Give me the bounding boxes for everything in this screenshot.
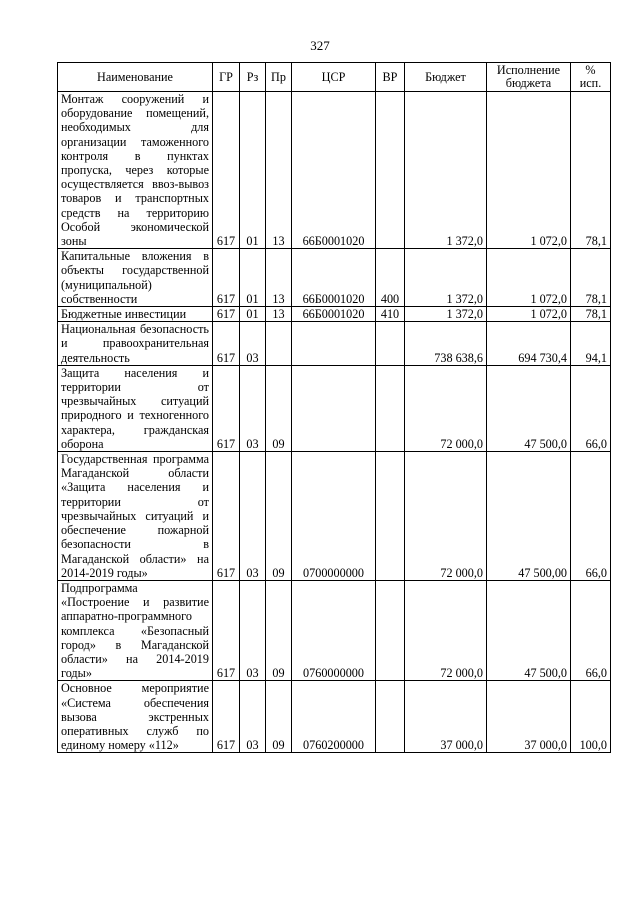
row-percent: 78,1 xyxy=(571,92,611,249)
row-name: Национальная безопасность и правоохранительная деятельность xyxy=(58,322,213,366)
row-vr xyxy=(376,92,405,249)
row-execution: 47 500,00 xyxy=(487,452,571,581)
row-gr: 617 xyxy=(213,322,240,366)
table-row xyxy=(58,452,611,581)
row-rz: 03 xyxy=(240,365,266,451)
row-percent: 78,1 xyxy=(571,249,611,307)
row-csr: 66Б0001020 xyxy=(292,307,376,322)
row-execution: 47 500,0 xyxy=(487,365,571,451)
header-pr: Пр xyxy=(266,63,292,92)
row-csr xyxy=(292,322,376,366)
row-name: Основное мероприятие «Система обеспечения вызова экстренных оперативных служб по единому номеру «112» xyxy=(58,681,213,753)
row-gr: 617 xyxy=(213,681,240,753)
row-rz: 03 xyxy=(240,452,266,581)
header-name: Наименование xyxy=(58,63,213,92)
header-vr: ВР xyxy=(376,63,405,92)
row-csr: 0760000000 xyxy=(292,580,376,680)
row-gr: 617 xyxy=(213,307,240,322)
row-percent: 66,0 xyxy=(571,365,611,451)
row-budget: 738 638,6 xyxy=(405,322,487,366)
header-execution: Исполнение бюджета xyxy=(487,63,571,92)
row-gr: 617 xyxy=(213,365,240,451)
table-row xyxy=(58,681,611,753)
row-vr xyxy=(376,681,405,753)
row-name: Бюджетные инвестиции xyxy=(58,307,213,322)
row-execution: 1 072,0 xyxy=(487,92,571,249)
row-csr: 66Б0001020 xyxy=(292,249,376,307)
row-gr: 617 xyxy=(213,249,240,307)
page-number: 327 xyxy=(310,38,330,53)
row-vr xyxy=(376,322,405,366)
row-vr xyxy=(376,365,405,451)
table-row xyxy=(58,580,611,680)
row-rz: 01 xyxy=(240,249,266,307)
row-vr xyxy=(376,452,405,581)
row-percent: 94,1 xyxy=(571,322,611,366)
row-execution: 1 072,0 xyxy=(487,249,571,307)
row-rz: 01 xyxy=(240,307,266,322)
row-pr: 13 xyxy=(266,307,292,322)
row-budget: 72 000,0 xyxy=(405,452,487,581)
header-percent: % исп. xyxy=(571,63,611,92)
row-name: Капитальные вложения в объекты государственной (муниципальной) собственности xyxy=(58,249,213,307)
row-percent: 100,0 xyxy=(571,681,611,753)
row-vr: 400 xyxy=(376,249,405,307)
header-rz: Рз xyxy=(240,63,266,92)
row-rz: 03 xyxy=(240,681,266,753)
row-gr: 617 xyxy=(213,92,240,249)
row-csr: 0700000000 xyxy=(292,452,376,581)
row-rz: 03 xyxy=(240,322,266,366)
row-percent: 66,0 xyxy=(571,580,611,680)
row-csr xyxy=(292,365,376,451)
row-execution: 47 500,0 xyxy=(487,580,571,680)
header-budget: Бюджет xyxy=(405,63,487,92)
row-budget: 1 372,0 xyxy=(405,92,487,249)
row-pr xyxy=(266,322,292,366)
row-rz: 01 xyxy=(240,92,266,249)
row-name: Защита населения и территории от чрезвычайных ситуаций природного и техногенного характера, гражданская оборона xyxy=(58,365,213,451)
table-row xyxy=(58,249,611,307)
row-vr xyxy=(376,580,405,680)
row-pr: 13 xyxy=(266,92,292,249)
row-rz: 03 xyxy=(240,580,266,680)
table-row xyxy=(58,307,611,322)
row-pr: 09 xyxy=(266,580,292,680)
row-name: Монтаж сооружений и оборудование помещений, необходимых для организации таможенного контроля в пунктах пропуска, через которые осуществляется ввоз-вывоз товаров и транспортных средств на территорию Особой экономической зоны xyxy=(58,92,213,249)
row-percent: 66,0 xyxy=(571,452,611,581)
row-name: Подпрограмма «Построение и развитие аппаратно-программного комплекса «Безопасный город» в Магаданской области» на 2014-2019 годы» xyxy=(58,580,213,680)
header-csr: ЦСР xyxy=(292,63,376,92)
table-header-row xyxy=(58,63,611,92)
row-vr: 410 xyxy=(376,307,405,322)
row-name: Государственная программа Магаданской области «Защита населения и территории от чрезвычайных ситуаций и обеспечение пожарной безопасности в Магаданской области» на 2014-2019 годы» xyxy=(58,452,213,581)
row-budget: 1 372,0 xyxy=(405,249,487,307)
row-pr: 09 xyxy=(266,681,292,753)
row-gr: 617 xyxy=(213,580,240,680)
row-execution: 694 730,4 xyxy=(487,322,571,366)
row-csr: 0760200000 xyxy=(292,681,376,753)
row-execution: 1 072,0 xyxy=(487,307,571,322)
row-budget: 1 372,0 xyxy=(405,307,487,322)
budget-table xyxy=(57,62,611,753)
row-percent: 78,1 xyxy=(571,307,611,322)
table-row xyxy=(58,365,611,451)
row-pr: 09 xyxy=(266,452,292,581)
row-pr: 13 xyxy=(266,249,292,307)
row-csr: 66Б0001020 xyxy=(292,92,376,249)
row-budget: 72 000,0 xyxy=(405,580,487,680)
row-budget: 72 000,0 xyxy=(405,365,487,451)
header-gr: ГР xyxy=(213,63,240,92)
row-gr: 617 xyxy=(213,452,240,581)
row-pr: 09 xyxy=(266,365,292,451)
table-row xyxy=(58,92,611,249)
table-row xyxy=(58,322,611,366)
row-execution: 37 000,0 xyxy=(487,681,571,753)
row-budget: 37 000,0 xyxy=(405,681,487,753)
